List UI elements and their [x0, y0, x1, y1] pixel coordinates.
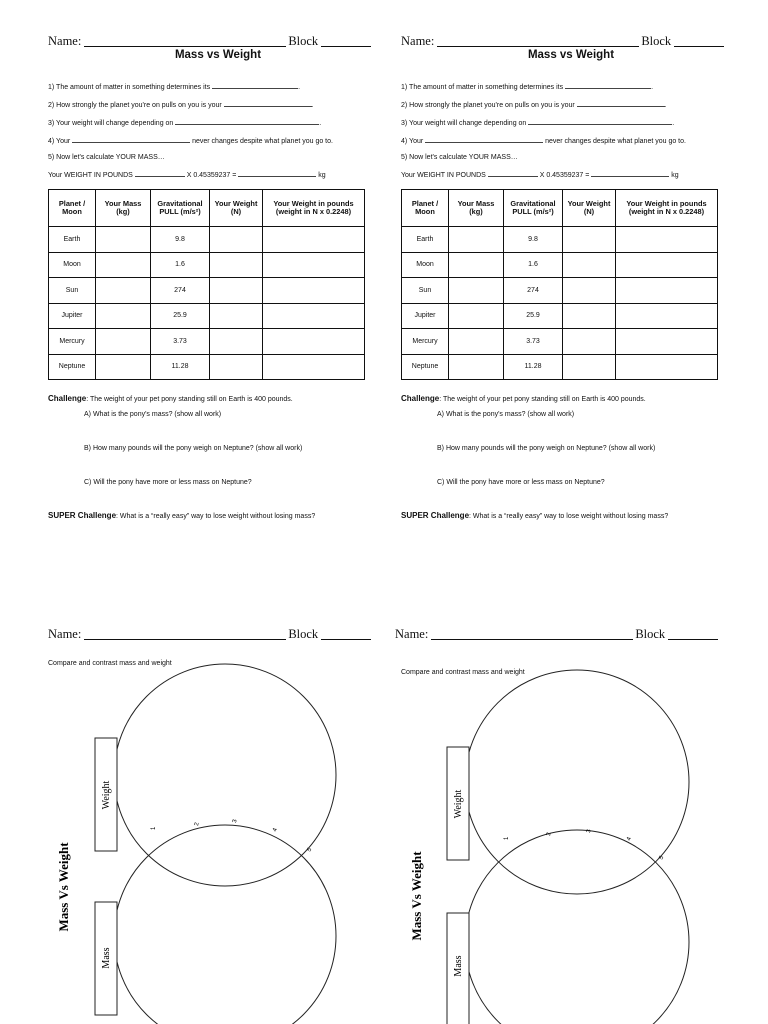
- cell-planet: Mercury: [49, 329, 96, 355]
- cell-pull: 25.9: [151, 303, 210, 329]
- question-5: 5) Now let's calculate YOUR MASS…: [48, 154, 165, 161]
- header-weight-lb: Your Weight in pounds (weight in N x 0.2248): [263, 190, 365, 227]
- question-4: 4) Your never changes despite what planet you go to.: [48, 138, 333, 145]
- cell-pull: 274: [504, 278, 563, 304]
- header-weight-n: Your Weight (N): [563, 190, 616, 227]
- name-label: Name:: [48, 34, 82, 48]
- header-mass: Your Mass (kg): [96, 190, 151, 227]
- challenge-b: B) How many pounds will the pony weigh on Neptune? (show all work): [437, 445, 656, 452]
- block-label: Block: [641, 34, 672, 48]
- challenge-c: C) Will the pony have more or less mass on Neptune?: [437, 479, 605, 486]
- weight-circle: [114, 664, 336, 886]
- worksheet-title: Mass vs Weight: [527, 49, 615, 61]
- question-1: 1) The amount of matter in something determines its .: [48, 84, 301, 91]
- question-3: 3) Your weight will change depending on .: [401, 120, 675, 127]
- super-challenge-label: SUPER Challenge: [48, 511, 117, 520]
- cell-pull: 9.8: [151, 227, 210, 253]
- challenge-b: B) How many pounds will the pony weigh on Neptune? (show all work): [84, 445, 303, 452]
- header-weight-n: Your Weight (N): [210, 190, 263, 227]
- challenge: Challenge: The weight of your pet pony standing still on Earth is 400 pounds.: [48, 394, 293, 403]
- header-pull: Gravitational PULL (m/s²): [504, 190, 563, 227]
- super-challenge: SUPER Challenge: What is a “really easy” way to lose weight without losing mass?: [401, 511, 669, 520]
- header-pull: Gravitational PULL (m/s²): [151, 190, 210, 227]
- header-planet: Planet / Moon: [49, 190, 96, 227]
- calc-row: Your WEIGHT IN POUNDS X 0.45359237 = kg: [48, 172, 326, 179]
- number-5: 5: [658, 855, 666, 861]
- cell-planet: Neptune: [402, 354, 449, 380]
- name-label: Name:: [401, 34, 435, 48]
- cell-pull: 25.9: [504, 303, 563, 329]
- cell-planet: Jupiter: [402, 303, 449, 329]
- block-label: Block: [288, 34, 319, 48]
- cell-pull: 1.6: [504, 252, 563, 278]
- question-1: 1) The amount of matter in something determines its .: [401, 84, 654, 91]
- name-label: Name:: [395, 627, 429, 641]
- challenge-label: Challenge: [48, 394, 87, 403]
- challenge-a: A) What is the pony's mass? (show all work): [437, 411, 575, 418]
- number-1: 1: [504, 836, 510, 840]
- cell-planet: Sun: [49, 278, 96, 304]
- weight-box-label: Weight: [101, 780, 112, 810]
- name-blank[interactable]: [431, 628, 633, 640]
- name-row: [395, 627, 735, 642]
- weight-circle: [465, 670, 689, 894]
- header-mass: Your Mass (kg): [449, 190, 504, 227]
- number-2: 2: [194, 822, 201, 827]
- cell-pull: 274: [151, 278, 210, 304]
- worksheet-back-right: [395, 627, 735, 642]
- mass-box-label: Mass: [101, 947, 112, 969]
- question-4: 4) Your never changes despite what planet you go to.: [401, 138, 686, 145]
- number-3: 3: [232, 819, 239, 824]
- challenge-label: Challenge: [401, 394, 440, 403]
- super-challenge: SUPER Challenge: What is a “really easy” way to lose weight without losing mass?: [48, 511, 316, 520]
- cell-pull: 11.28: [504, 354, 563, 380]
- worksheet-title: Mass vs Weight: [174, 49, 262, 61]
- block-label: Block: [288, 627, 319, 641]
- cell-planet: Moon: [49, 252, 96, 278]
- number-3: 3: [586, 829, 593, 834]
- header-weight-lb: Your Weight in pounds (weight in N x 0.2248): [616, 190, 718, 227]
- number-1: 1: [151, 826, 157, 830]
- header-planet: Planet / Moon: [402, 190, 449, 227]
- super-challenge-label: SUPER Challenge: [401, 511, 470, 520]
- cell-planet: Moon: [402, 252, 449, 278]
- mass-box-label: Mass: [453, 955, 464, 977]
- number-4: 4: [272, 827, 280, 833]
- block-label: Block: [635, 627, 666, 641]
- question-5: 5) Now let's calculate YOUR MASS…: [401, 154, 518, 161]
- question-3: 3) Your weight will change depending on .: [48, 120, 322, 127]
- mass-circle: [465, 830, 689, 1024]
- cell-pull: 3.73: [151, 329, 210, 355]
- cell-planet: Mercury: [402, 329, 449, 355]
- challenge-a: A) What is the pony's mass? (show all work): [84, 411, 222, 418]
- number-5: 5: [306, 847, 314, 853]
- weight-box-label: Weight: [453, 789, 464, 819]
- cell-pull: 1.6: [151, 252, 210, 278]
- calc-row: Your WEIGHT IN POUNDS X 0.45359237 = kg: [401, 172, 679, 179]
- cell-planet: Earth: [402, 227, 449, 253]
- number-4: 4: [626, 836, 634, 842]
- challenge-c: C) Will the pony have more or less mass on Neptune?: [84, 479, 252, 486]
- name-label: Name:: [48, 627, 82, 641]
- vertical-title: Mass Vs Weight: [409, 851, 424, 941]
- cell-pull: 9.8: [504, 227, 563, 253]
- cell-planet: Jupiter: [49, 303, 96, 329]
- cell-pull: 11.28: [151, 354, 210, 380]
- vertical-title: Mass Vs Weight: [56, 842, 71, 932]
- question-2: 2) How strongly the planet you're on pulls on you is your .: [48, 102, 314, 109]
- number-2: 2: [546, 832, 553, 837]
- cell-planet: Neptune: [49, 354, 96, 380]
- block-blank[interactable]: [668, 628, 718, 640]
- cell-planet: Earth: [49, 227, 96, 253]
- question-2: 2) How strongly the planet you're on pulls on you is your .: [401, 102, 667, 109]
- compare-instructions: Compare and contrast mass and weight: [48, 660, 172, 667]
- compare-instructions: Compare and contrast mass and weight: [401, 669, 525, 676]
- cell-pull: 3.73: [504, 329, 563, 355]
- challenge: Challenge: The weight of your pet pony standing still on Earth is 400 pounds.: [401, 394, 646, 403]
- cell-planet: Sun: [402, 278, 449, 304]
